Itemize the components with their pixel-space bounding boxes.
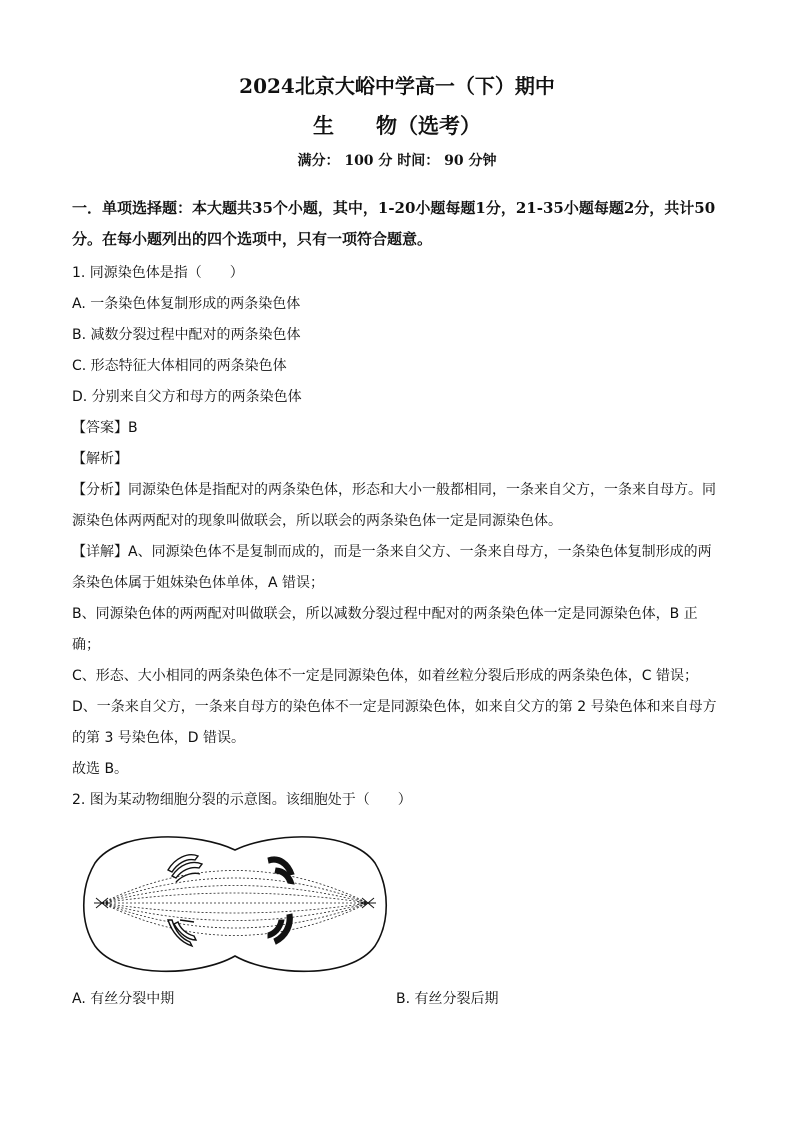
- question-2-stem: 2. 图为某动物细胞分裂的示意图。该细胞处于（ ）: [72, 792, 412, 808]
- question-1-option-b: B. 减数分裂过程中配对的两条染色体: [72, 327, 301, 343]
- chromosome-bottom-left: [168, 920, 196, 946]
- question-1-option-d: D. 分别来自父方和母方的两条染色体: [72, 389, 302, 405]
- question-1-detail-line-2: 条染色体属于姐妹染色体单体，A 错误；: [72, 575, 325, 591]
- question-1-stem: 1. 同源染色体是指（ ）: [72, 265, 244, 281]
- question-2-option-b: B. 有丝分裂后期: [396, 991, 499, 1007]
- cell-division-diagram: [80, 828, 390, 978]
- question-1-answer: 【答案】B: [72, 420, 138, 436]
- question-1: [72, 258, 722, 816]
- exam-meta: 满分： 100 分 时间： 90 分钟: [297, 153, 497, 169]
- chromosome-top-left: [168, 855, 202, 882]
- question-1-detail-line-5: C、形态、大小相同的两条染色体不一定是同源染色体，如着丝粒分裂后形成的两条染色体，C 错误；: [72, 668, 698, 684]
- question-1-analysis-label: 【解析】: [72, 451, 128, 467]
- question-1-detail-line-3: B、同源染色体的两两配对叫做联会，所以减数分裂过程中配对的两条染色体一定是同源染色体，B 正: [72, 606, 698, 622]
- centrosome-left: [94, 898, 110, 908]
- question-1-detail-line-4: 确；: [72, 637, 100, 653]
- chromosome-bottom-right: [268, 914, 292, 944]
- question-1-option-c: C. 形态特征大体相同的两条染色体: [72, 358, 287, 374]
- exam-title: 2024北京大峪中学高一（下）期中: [239, 74, 555, 98]
- question-1-detail-line-7: 的第 3 号染色体，D 错误。: [72, 730, 246, 746]
- question-1-detail-line-6: D、一条来自父方，一条来自母方的染色体不一定是同源染色体，如来自父方的第 2 号染色体和来自母方: [72, 699, 717, 715]
- exam-subject: 生 物（选考）: [313, 113, 481, 138]
- section-heading: 一．单项选择题：本大题共35个小题，其中，1-20小题每题1分，21-35小题每题2分，共计50分。在每小题列出的四个选项中，只有一项符合题意。: [72, 199, 716, 248]
- question-2-option-a: A. 有丝分裂中期: [72, 991, 175, 1007]
- cell-membrane: [84, 837, 387, 971]
- question-1-option-a: A. 一条染色体复制形成的两条染色体: [72, 296, 301, 312]
- question-1-conclusion: 故选 B。: [72, 761, 129, 777]
- question-1-analysis-line-1: 【分析】同源染色体是指配对的两条染色体，形态和大小一般都相同，一条来自父方，一条来自母方。同: [72, 482, 716, 498]
- question-1-analysis-line-2: 源染色体两两配对的现象叫做联会，所以联会的两条染色体一定是同源染色体。: [72, 513, 562, 529]
- centrosome-right: [360, 898, 376, 908]
- spindle-fibers: [102, 871, 368, 936]
- question-1-detail-line-1: 【详解】A、同源染色体不是复制而成的，而是一条来自父方、一条来自母方，一条染色体复制形成的两: [72, 544, 712, 560]
